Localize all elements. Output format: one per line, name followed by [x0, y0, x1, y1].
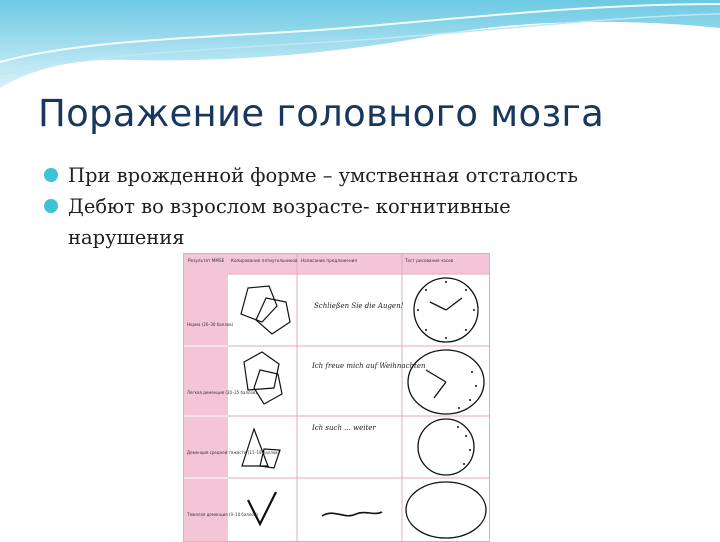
clock-drawing [414, 278, 478, 342]
pentagon-drawing [248, 492, 276, 524]
bullet-list [44, 160, 708, 253]
figure-header-bar [184, 254, 489, 274]
figure-row-label: Деменция средней тяжести (11–19 баллов) [187, 450, 280, 455]
pentagon-drawing [241, 286, 290, 334]
bullet-text: Дебют во взрослом возрасте- когнитивные нарушения [68, 195, 511, 249]
figure-header-sentence: Написание предложения [301, 258, 357, 263]
handwritten-sentence: Ich freue mich auf Weihnachten [312, 362, 426, 370]
dementia-test-figure [183, 253, 490, 542]
bullet-item [44, 160, 708, 191]
clock-drawing [406, 482, 486, 538]
handwritten-sentence: Schließen Sie die Augen! [314, 302, 404, 310]
pentagon-drawing [244, 352, 282, 404]
bullet-dot-icon [44, 199, 58, 213]
handwritten-scribble [322, 512, 382, 516]
figure-row-label: Норма (26–30 баллов) [187, 322, 234, 327]
figure-row-label: Тяжелая деменция (0–10 баллов) [187, 512, 258, 517]
figure-header-pentagons: Копирование пятиугольников [231, 258, 298, 263]
figure-header-mmse: Результат MMSE [188, 258, 225, 263]
slide-title: Поражение головного мозга [38, 92, 605, 135]
pentagon-drawing [242, 429, 280, 468]
figure-left-column [184, 254, 228, 541]
clock-drawing [418, 419, 474, 475]
header-wave-decoration [0, 0, 720, 90]
bullet-dot-icon [44, 168, 58, 182]
figure-header-clock: Тест рисования часов [405, 258, 454, 263]
figure-row-label: Легкая деменция (20–25 баллов) [187, 390, 257, 395]
bullet-text: При врожденной форме – умственная отсталость [68, 164, 578, 187]
bullet-item [44, 191, 628, 253]
clock-drawing [408, 350, 484, 414]
handwritten-sentence: Ich such ... weiter [312, 424, 376, 432]
